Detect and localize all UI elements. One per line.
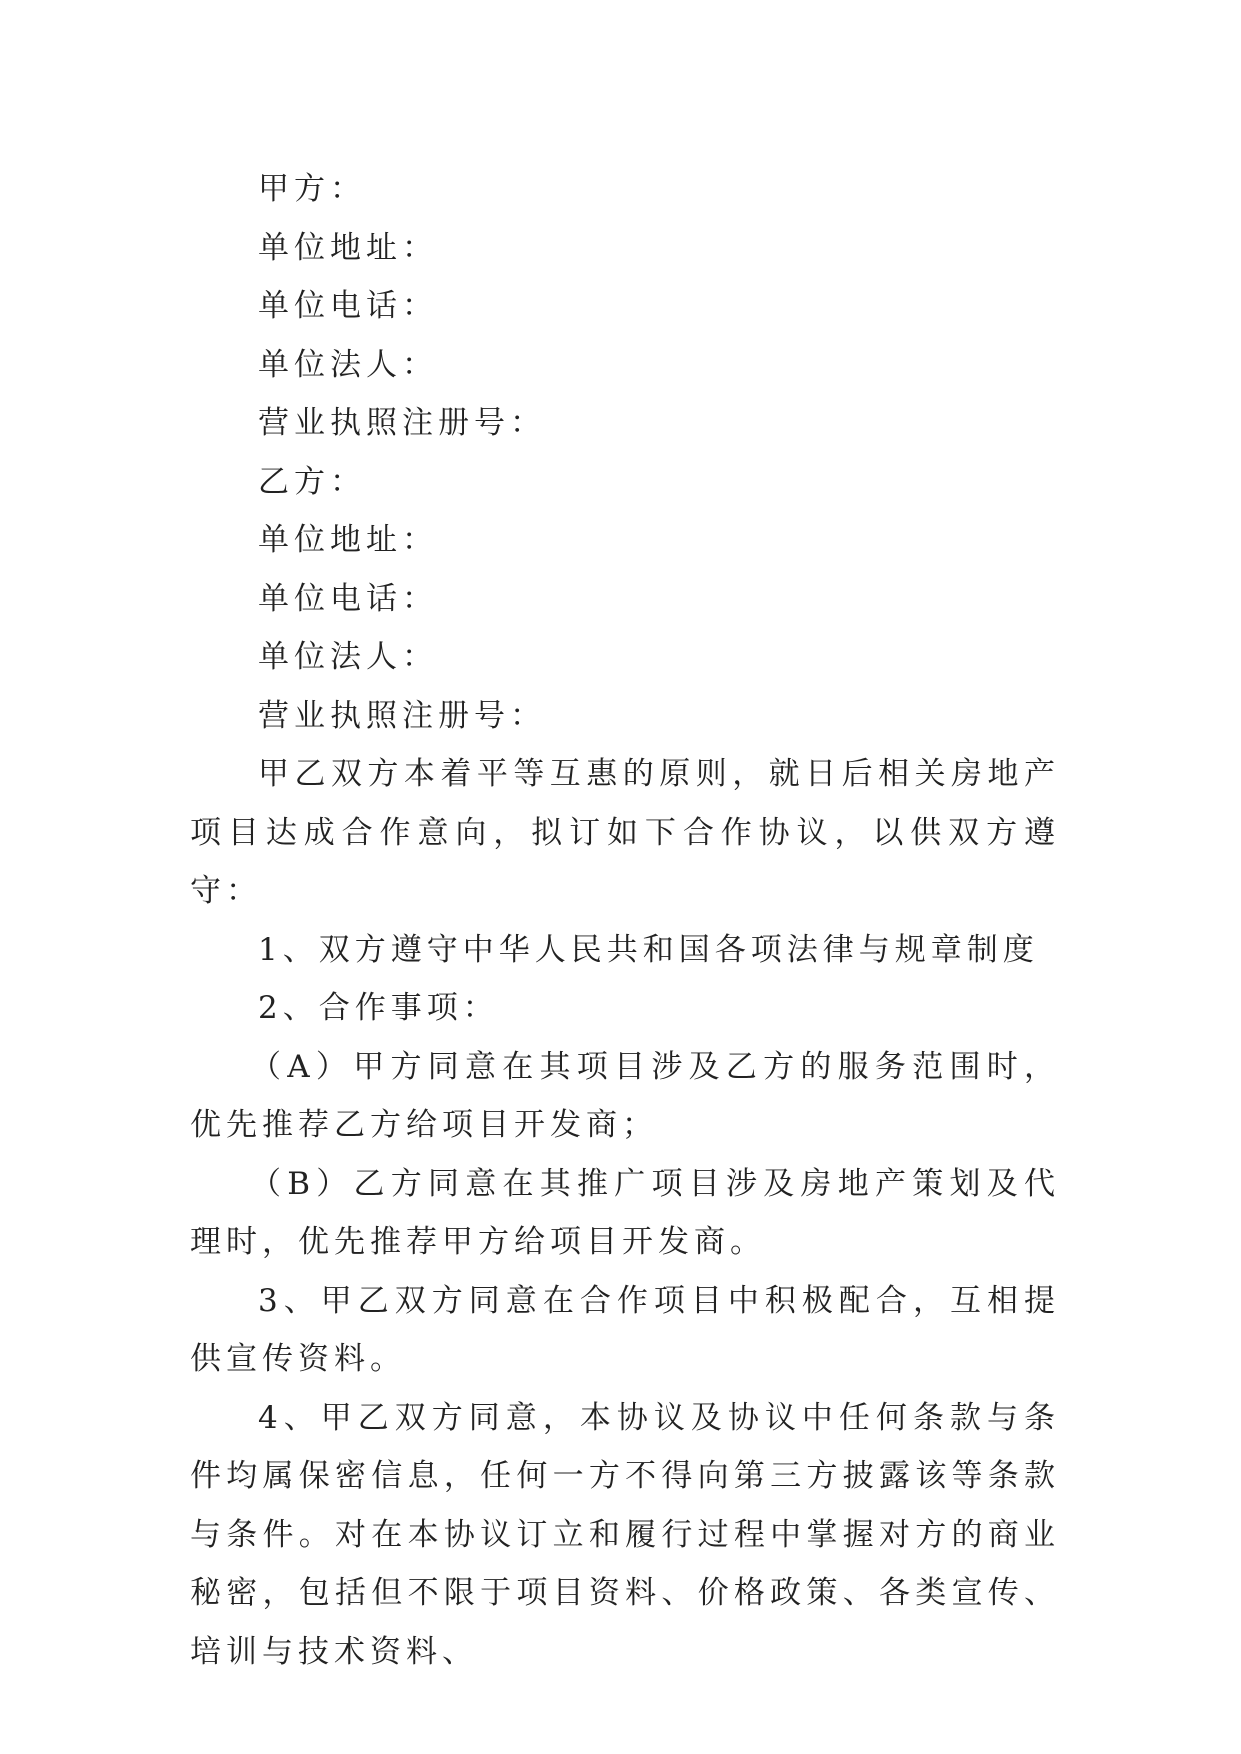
party-a-label: 甲方： [258,171,366,207]
party-b-address: 单位地址： [258,522,438,558]
party-b-legal-person: 单位法人： [258,639,438,675]
party-a-address: 单位地址： [258,229,438,266]
clause-3: 3、甲乙双方同意在合作项目中积极配合，互相提供宣传资料。 [190,1282,1060,1377]
party-b-label: 乙方： [258,463,366,500]
clause-2-heading: 2、合作事项： [258,990,499,1026]
clause-2a: （A）甲方同意在其项目涉及乙方的服务范围时，优先推荐乙方给项目开发商； [190,1048,1060,1143]
document-body [190,160,1060,1681]
clause-4: 4、甲乙双方同意，本协议及协议中任何条款与条件均属保密信息，任何一方不得向第三方披露该等条款与条件。对在本协议订立和履行过程中掌握对方的商业秘密，包括但不限于项目资料、价格政策、各类宣传、培训与技术资料、 [190,1399,1060,1670]
clause-1: 1、双方遵守中华人民共和国各项法律与规章制度 [258,931,1039,968]
party-a-license-number: 营业执照注册号： [258,405,546,441]
party-b-phone: 单位电话： [258,580,438,617]
preamble-paragraph: 甲乙双方本着平等互惠的原则，就日后相关房地产项目达成合作意向，拟订如下合作协议，以供双方遵守： [190,756,1060,909]
party-a-phone: 单位电话： [258,288,438,324]
clause-2b: （B）乙方同意在其推广项目涉及房地产策划及代理时，优先推荐甲方给项目开发商。 [190,1165,1060,1260]
party-b-license-number: 营业执照注册号： [258,697,546,734]
party-a-legal-person: 单位法人： [258,346,438,383]
